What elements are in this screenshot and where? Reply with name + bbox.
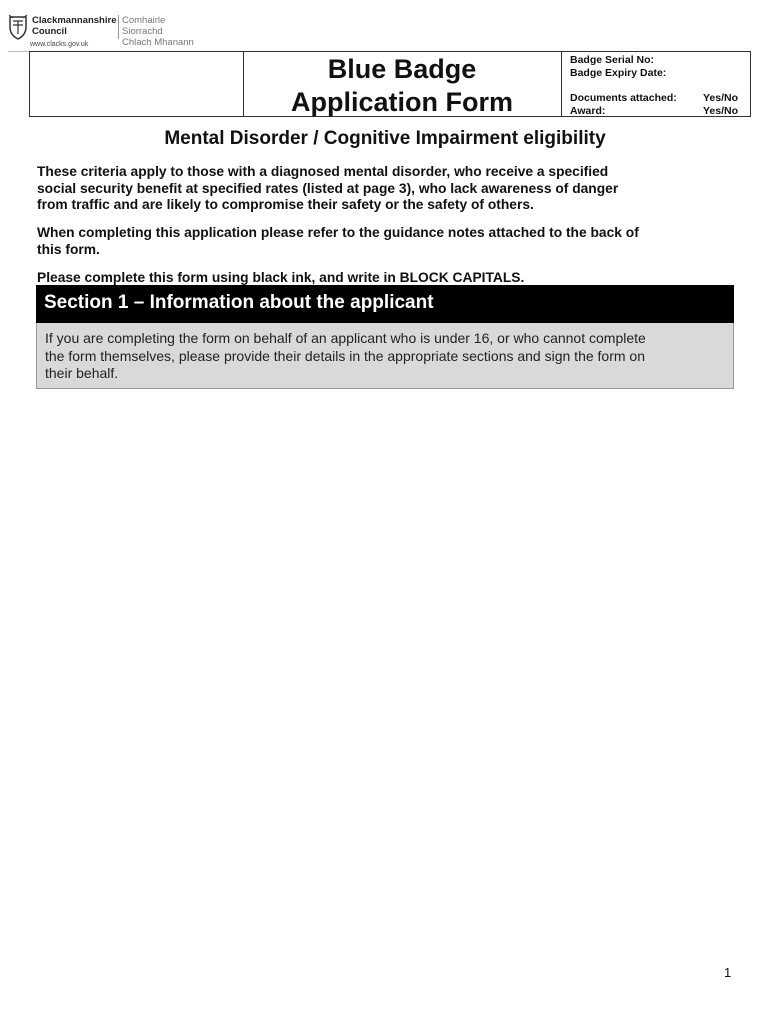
council-website: www.clacks.gov.uk — [30, 41, 89, 48]
ink-instruction: Please complete this form using black ink, and write in BLOCK CAPITALS. — [37, 270, 525, 285]
form-title-line2: Application Form — [291, 87, 513, 117]
header-table — [29, 51, 751, 117]
badge-serial-label: Badge Serial No: — [570, 54, 655, 66]
council-logo — [8, 12, 208, 52]
logo-divider — [118, 15, 119, 39]
form-title — [243, 52, 562, 116]
page-number: 1 — [724, 965, 732, 980]
form-title-line1: Blue Badge — [327, 54, 477, 84]
documents-attached-value: Yes/No — [702, 92, 738, 104]
documents-attached-label: Documents attached: — [570, 92, 677, 104]
award-label: Award: — [570, 105, 606, 117]
eligibility-heading: Mental Disorder / Cognitive Impairment eligibility — [164, 128, 606, 149]
section-1-heading: Section 1 – Information about the applicant — [36, 285, 734, 323]
award-value: Yes/No — [702, 105, 738, 117]
section-1-note: If you are completing the form on behalf of an applicant who is under 16, or who cannot complete the form themselves, please provide their details in the appropriate sections and sign the form on their behalf. — [36, 323, 734, 389]
office-use-cell — [562, 52, 750, 116]
council-name-gaelic: Comhairle Siorrachd Chlach Mhanann — [122, 15, 194, 48]
criteria-paragraph: These criteria apply to those with a diagnosed mental disorder, who receive a specified social security benefit at specified rates (listed at page 3), who lack awareness of danger from traffic and are likely to compromise their safety or the safety of others. — [37, 164, 619, 212]
badge-expiry-label: Badge Expiry Date: — [570, 67, 667, 79]
council-name-english: Clackmannanshire Council — [32, 15, 117, 37]
council-crest-icon — [8, 14, 28, 40]
header-blank-cell — [30, 52, 244, 116]
guidance-paragraph: When completing this application please refer to the guidance notes attached to the back of this form. — [37, 225, 639, 257]
